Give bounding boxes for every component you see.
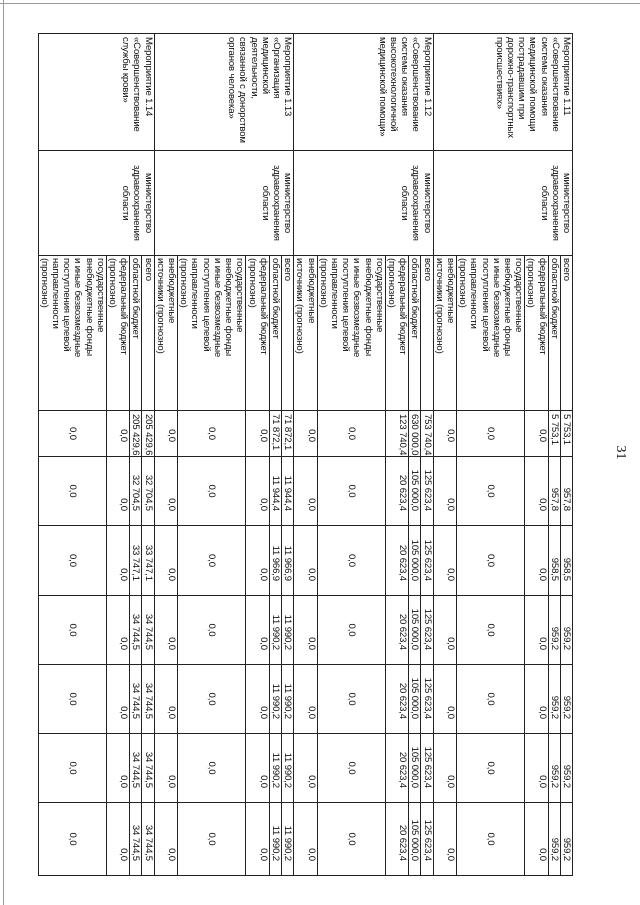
year-value-cell: 33 747,1 bbox=[142, 526, 154, 596]
year-value-cell: 11 944,4 bbox=[269, 457, 281, 526]
year-value-cell: 0,0 bbox=[525, 665, 548, 734]
year-value-cell: 20 623,4 bbox=[385, 665, 408, 734]
year-value-cell: 957,8 bbox=[548, 457, 560, 526]
year-value-cell: 0,0 bbox=[433, 596, 456, 665]
year-value-cell: 0,0 bbox=[317, 457, 385, 526]
year-value-cell: 959,2 bbox=[548, 803, 560, 876]
year-value-cell: 0,0 bbox=[38, 457, 106, 526]
year-value-cell: 0,0 bbox=[317, 596, 385, 665]
year-value-cell: 0,0 bbox=[433, 526, 456, 596]
year-value-cell: 0,0 bbox=[38, 803, 106, 876]
year-value-cell: 0,0 bbox=[317, 803, 385, 876]
funding-source-label: внебюджетные источники (прогнозно) bbox=[433, 256, 456, 411]
year-value-cell: 0,0 bbox=[433, 457, 456, 526]
year-value-cell: 0,0 bbox=[525, 596, 548, 665]
responsible-executor: министерство здравоохранения области bbox=[38, 151, 154, 256]
year-value-cell: 0,0 bbox=[154, 457, 177, 526]
year-value-cell: 11 990,2 bbox=[281, 803, 293, 876]
year-value-cell: 11 990,2 bbox=[269, 665, 281, 734]
year-value-cell: 34 744,5 bbox=[142, 596, 154, 665]
year-value-cell: 105 000,0 bbox=[409, 526, 421, 596]
year-value-cell: 33 747,1 bbox=[130, 526, 142, 596]
year-value-cell: 0,0 bbox=[317, 734, 385, 803]
year-value-cell: 0,0 bbox=[246, 526, 269, 596]
year-value-cell: 0,0 bbox=[38, 526, 106, 596]
year-value-cell: 0,0 bbox=[38, 734, 106, 803]
total-value-cell: 0,0 bbox=[38, 411, 106, 457]
total-value-cell: 205 429,6 bbox=[130, 411, 142, 457]
year-value-cell: 34 744,5 bbox=[130, 734, 142, 803]
funding-table-body bbox=[38, 34, 572, 876]
year-value-cell: 0,0 bbox=[178, 457, 246, 526]
table-row bbox=[142, 34, 154, 876]
year-value-cell: 959,2 bbox=[560, 596, 572, 665]
measure-name: Мероприятие 1.13 «Организация медицинской деятельности, связанной с донорством органов человека» bbox=[154, 34, 293, 151]
funding-source-label: областной бюджет bbox=[130, 256, 142, 411]
year-value-cell: 0,0 bbox=[317, 665, 385, 734]
year-value-cell: 105 000,0 bbox=[409, 734, 421, 803]
year-value-cell: 0,0 bbox=[317, 526, 385, 596]
year-value-cell: 125 623,4 bbox=[421, 457, 433, 526]
year-value-cell: 11 990,2 bbox=[281, 665, 293, 734]
year-value-cell: 0,0 bbox=[294, 526, 317, 596]
year-value-cell: 11 990,2 bbox=[281, 596, 293, 665]
responsible-executor: министерство здравоохранения области bbox=[154, 151, 293, 256]
measure-name: Мероприятие 1.11 «Совершенствование системы оказания медицинской помощи пострадавшим при дорожно-транспортных происшествиях» bbox=[433, 34, 572, 151]
year-value-cell: 11 944,4 bbox=[281, 457, 293, 526]
year-value-cell: 34 744,5 bbox=[130, 596, 142, 665]
year-value-cell: 0,0 bbox=[433, 803, 456, 876]
year-value-cell: 0,0 bbox=[294, 665, 317, 734]
year-value-cell: 0,0 bbox=[246, 803, 269, 876]
total-value-cell: 5 753,1 bbox=[560, 411, 572, 457]
table-row bbox=[421, 34, 433, 876]
total-value-cell: 123 740,4 bbox=[385, 411, 408, 457]
funding-source-label: внебюджетные источники (прогнозно) bbox=[294, 256, 317, 411]
year-value-cell: 0,0 bbox=[525, 526, 548, 596]
year-value-cell: 125 623,4 bbox=[421, 596, 433, 665]
year-value-cell: 34 744,5 bbox=[142, 665, 154, 734]
responsible-executor: министерство здравоохранения области bbox=[294, 151, 433, 256]
year-value-cell: 0,0 bbox=[106, 457, 129, 526]
year-value-cell: 20 623,4 bbox=[385, 803, 408, 876]
year-value-cell: 959,2 bbox=[560, 665, 572, 734]
total-value-cell: 71 872,1 bbox=[281, 411, 293, 457]
year-value-cell: 11 990,2 bbox=[281, 734, 293, 803]
year-value-cell: 0,0 bbox=[433, 665, 456, 734]
year-value-cell: 957,8 bbox=[560, 457, 572, 526]
funding-source-label: всего bbox=[142, 256, 154, 411]
table-row bbox=[560, 34, 572, 876]
year-value-cell: 105 000,0 bbox=[409, 803, 421, 876]
year-value-cell: 0,0 bbox=[246, 457, 269, 526]
funding-source-label: федеральный бюджет (прогнозно) bbox=[246, 256, 269, 411]
year-value-cell: 0,0 bbox=[178, 803, 246, 876]
year-value-cell: 0,0 bbox=[154, 596, 177, 665]
year-value-cell: 0,0 bbox=[525, 803, 548, 876]
year-value-cell: 0,0 bbox=[456, 526, 524, 596]
year-value-cell: 20 623,4 bbox=[385, 526, 408, 596]
year-value-cell: 0,0 bbox=[294, 803, 317, 876]
funding-source-label: федеральный бюджет (прогнозно) bbox=[385, 256, 408, 411]
total-value-cell: 205 429,6 bbox=[142, 411, 154, 457]
total-value-cell: 0,0 bbox=[456, 411, 524, 457]
year-value-cell: 11 990,2 bbox=[269, 734, 281, 803]
year-value-cell: 34 744,5 bbox=[142, 803, 154, 876]
year-value-cell: 0,0 bbox=[456, 803, 524, 876]
year-value-cell: 0,0 bbox=[106, 665, 129, 734]
year-value-cell: 11 966,9 bbox=[269, 526, 281, 596]
year-value-cell: 0,0 bbox=[154, 665, 177, 734]
year-value-cell: 959,2 bbox=[548, 734, 560, 803]
year-value-cell: 0,0 bbox=[38, 596, 106, 665]
year-value-cell: 0,0 bbox=[178, 526, 246, 596]
measure-name: Мероприятие 1.14 «Совершенствование службы крови» bbox=[38, 34, 154, 151]
funding-source-label: областной бюджет bbox=[269, 256, 281, 411]
funding-source-label: всего bbox=[281, 256, 293, 411]
total-value-cell: 0,0 bbox=[178, 411, 246, 457]
total-value-cell: 0,0 bbox=[246, 411, 269, 457]
total-value-cell: 0,0 bbox=[317, 411, 385, 457]
funding-source-label: государственные внебюджетные фонды и иные безвозмездные поступления целевой направленности (прогнозно) bbox=[456, 256, 524, 411]
year-value-cell: 0,0 bbox=[106, 734, 129, 803]
year-value-cell: 958,5 bbox=[548, 526, 560, 596]
year-value-cell: 0,0 bbox=[456, 457, 524, 526]
year-value-cell: 34 744,5 bbox=[130, 665, 142, 734]
year-value-cell: 34 744,5 bbox=[142, 734, 154, 803]
page-number: 31 bbox=[613, 445, 628, 460]
year-value-cell: 959,2 bbox=[560, 803, 572, 876]
year-value-cell: 125 623,4 bbox=[421, 526, 433, 596]
funding-source-label: всего bbox=[560, 256, 572, 411]
year-value-cell: 0,0 bbox=[456, 596, 524, 665]
total-value-cell: 0,0 bbox=[154, 411, 177, 457]
year-value-cell: 0,0 bbox=[294, 457, 317, 526]
funding-source-label: государственные внебюджетные фонды и иные безвозмездные поступления целевой направленности (прогнозно) bbox=[317, 256, 385, 411]
total-value-cell: 0,0 bbox=[525, 411, 548, 457]
year-value-cell: 0,0 bbox=[38, 665, 106, 734]
year-value-cell: 0,0 bbox=[456, 734, 524, 803]
year-value-cell: 0,0 bbox=[246, 665, 269, 734]
funding-source-label: всего bbox=[421, 256, 433, 411]
year-value-cell: 11 990,2 bbox=[269, 596, 281, 665]
year-value-cell: 0,0 bbox=[178, 665, 246, 734]
responsible-executor: министерство здравоохранения области bbox=[433, 151, 572, 256]
funding-source-label: областной бюджет bbox=[548, 256, 560, 411]
year-value-cell: 0,0 bbox=[294, 734, 317, 803]
year-value-cell: 0,0 bbox=[154, 526, 177, 596]
year-value-cell: 0,0 bbox=[246, 734, 269, 803]
year-value-cell: 0,0 bbox=[294, 596, 317, 665]
funding-source-label: областной бюджет bbox=[409, 256, 421, 411]
year-value-cell: 0,0 bbox=[106, 526, 129, 596]
year-value-cell: 958,5 bbox=[560, 526, 572, 596]
year-value-cell: 125 623,4 bbox=[421, 803, 433, 876]
year-value-cell: 0,0 bbox=[154, 803, 177, 876]
measure-name: Мероприятие 1.12 «Совершенствование системы оказания высокотехнологичной медицинской помощи» bbox=[294, 34, 433, 151]
year-value-cell: 0,0 bbox=[106, 596, 129, 665]
year-value-cell: 0,0 bbox=[456, 665, 524, 734]
total-value-cell: 71 872,1 bbox=[269, 411, 281, 457]
year-value-cell: 32 704,5 bbox=[142, 457, 154, 526]
year-value-cell: 11 966,9 bbox=[281, 526, 293, 596]
year-value-cell: 125 623,4 bbox=[421, 734, 433, 803]
table-row bbox=[281, 34, 293, 876]
year-value-cell: 0,0 bbox=[178, 596, 246, 665]
year-value-cell: 32 704,5 bbox=[130, 457, 142, 526]
year-value-cell: 959,2 bbox=[548, 665, 560, 734]
total-value-cell: 0,0 bbox=[106, 411, 129, 457]
total-value-cell: 0,0 bbox=[433, 411, 456, 457]
year-value-cell: 20 623,4 bbox=[385, 734, 408, 803]
total-value-cell: 753 740,4 bbox=[421, 411, 433, 457]
year-value-cell: 105 000,0 bbox=[409, 665, 421, 734]
funding-table bbox=[38, 33, 573, 876]
year-value-cell: 959,2 bbox=[548, 596, 560, 665]
funding-source-label: государственные внебюджетные фонды и иные безвозмездные поступления целевой направленности (прогнозно) bbox=[38, 256, 106, 411]
total-value-cell: 5 753,1 bbox=[548, 411, 560, 457]
funding-source-label: внебюджетные источники (прогнозно) bbox=[154, 256, 177, 411]
year-value-cell: 20 623,4 bbox=[385, 596, 408, 665]
year-value-cell: 0,0 bbox=[106, 803, 129, 876]
total-value-cell: 0,0 bbox=[294, 411, 317, 457]
year-value-cell: 105 000,0 bbox=[409, 457, 421, 526]
year-value-cell: 959,2 bbox=[560, 734, 572, 803]
funding-source-label: федеральный бюджет (прогнозно) bbox=[106, 256, 129, 411]
funding-source-label: федеральный бюджет (прогнозно) bbox=[525, 256, 548, 411]
year-value-cell: 11 990,2 bbox=[269, 803, 281, 876]
year-value-cell: 125 623,4 bbox=[421, 665, 433, 734]
year-value-cell: 34 744,5 bbox=[130, 803, 142, 876]
year-value-cell: 0,0 bbox=[525, 457, 548, 526]
year-value-cell: 0,0 bbox=[433, 734, 456, 803]
total-value-cell: 630 000,0 bbox=[409, 411, 421, 457]
year-value-cell: 0,0 bbox=[154, 734, 177, 803]
year-value-cell: 20 623,4 bbox=[385, 457, 408, 526]
year-value-cell: 0,0 bbox=[178, 734, 246, 803]
funding-source-label: государственные внебюджетные фонды и иные безвозмездные поступления целевой направленности (прогнозно) bbox=[178, 256, 246, 411]
year-value-cell: 0,0 bbox=[525, 734, 548, 803]
year-value-cell: 105 000,0 bbox=[409, 596, 421, 665]
year-value-cell: 0,0 bbox=[246, 596, 269, 665]
